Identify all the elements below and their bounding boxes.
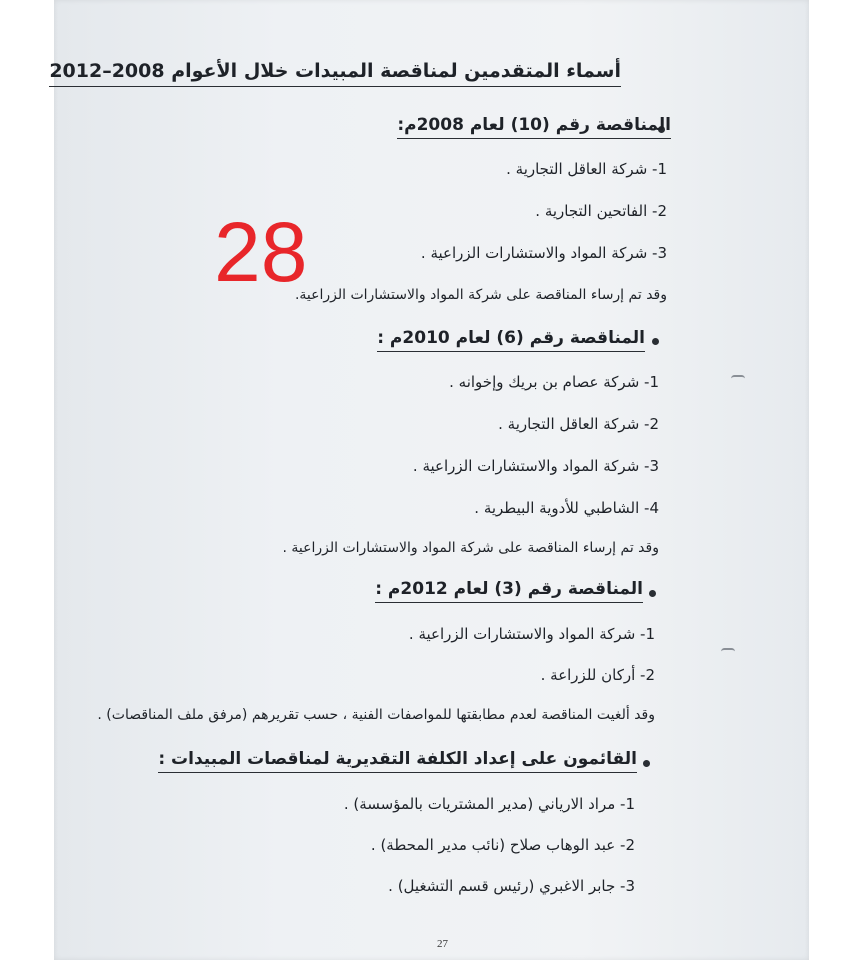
list-item: 3- شركة المواد والاستشارات الزراعية .	[420, 244, 667, 262]
list-item: 1- شركة العاقل التجارية .	[506, 160, 667, 178]
list-item: 3- شركة المواد والاستشارات الزراعية .	[412, 457, 659, 475]
list-item: 1- شركة عصام بن بريك وإخوانه .	[449, 373, 659, 391]
list-item: 2- أركان للزراعة .	[540, 666, 655, 684]
punch-hole-mark	[731, 375, 745, 382]
red-stamp-number: 28	[214, 205, 308, 299]
document-page	[49, 0, 809, 960]
list-item: 2- الفاتحين التجارية .	[535, 202, 667, 220]
list-item: 4- الشاطبي للأدوية البيطرية .	[474, 499, 659, 517]
section-note: وقد تم إرساء المناقصة على شركة المواد والاستشارات الزراعية.	[294, 287, 667, 303]
list-item: 1- مراد الارياني (مدير المشتريات بالمؤسسة) .	[343, 795, 635, 813]
section-heading: المناقصة رقم (10) لعام 2008م:	[397, 115, 671, 135]
section-heading: المناقصة رقم (3) لعام 2012م :	[375, 579, 643, 599]
punch-hole-mark	[721, 648, 735, 655]
bullet-icon	[649, 590, 656, 597]
section-heading: القائمون على إعداد الكلفة التقديرية لمناقصات المبيدات :	[158, 749, 637, 769]
list-item: 1- شركة المواد والاستشارات الزراعية .	[408, 625, 655, 643]
list-item: 2- شركة العاقل التجارية .	[498, 415, 659, 433]
bullet-icon	[643, 760, 650, 767]
section-note: وقد ألغيت المناقصة لعدم مطابقتها للمواصفات الفنية ، حسب تقريرهم (مرفق ملف المناقصات) .	[97, 707, 655, 723]
list-item: 3- جابر الاغبري (رئيس قسم التشغيل) .	[388, 877, 635, 895]
bullet-icon	[652, 338, 659, 345]
section-note: وقد تم إرساء المناقصة على شركة المواد والاستشارات الزراعية .	[282, 540, 659, 556]
page-title: أسماء المتقدمين لمناقصة المبيدات خلال الأعوام 2008–2012	[49, 60, 621, 87]
list-item: 2- عبد الوهاب صلاح (نائب مدير المحطة) .	[370, 836, 635, 854]
page-number: 27	[437, 938, 448, 950]
section-heading: المناقصة رقم (6) لعام 2010م :	[377, 328, 645, 348]
